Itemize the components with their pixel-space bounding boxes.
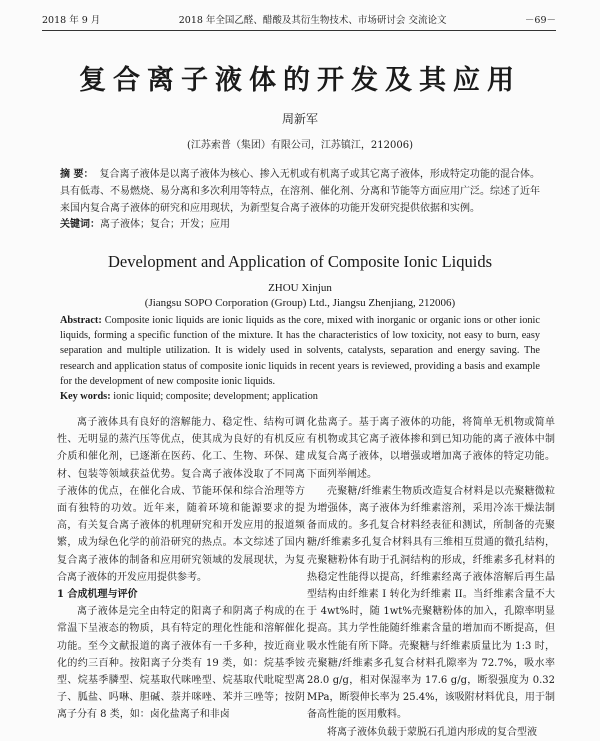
paper-title-en: Development and Application of Composite Ionic Liquids	[107, 252, 493, 271]
body-column-left	[57, 414, 305, 724]
keywords-cn	[60, 218, 540, 232]
keywords-cn-label: 关键词：	[60, 219, 100, 230]
affiliation-en: (Jiangsu SOPO Corporation (Group) Ltd., Jiangsu Zhenjiang, 212006)	[144, 297, 456, 309]
header-page-number: －69－	[524, 15, 556, 26]
continued-paragraph: 化盐离子。基于离子液体的功能，将简单无机物或简单有机物或其它离子液体掺和到已知功能的离子液体中制成复合离子液体，以增强或增加离子液体的特定功能。下面列举阐述。	[307, 417, 555, 480]
paper-title-cn: 复合离子液体的开发及其应用	[79, 65, 521, 96]
author-en: ZHOU Xinjun	[268, 282, 332, 294]
abstract-cn	[60, 166, 540, 217]
abstract-cn-text: 复合离子液体是以离子液体为核心、掺入无机或有机离子或其它离子液体，形成特定功能的混合体。具有低毒、不易燃烧、易分离和多次利用等特点，在溶剂、催化剂、分离和节能等方面应用广泛。综述了近年来国内复合离子液体的研究和应用现状，为新型复合离子液体的功能开发研究提供依据和实例。	[60, 169, 541, 214]
section-heading-1: 1 合成机理与评价	[57, 589, 138, 601]
keywords-en	[60, 391, 540, 402]
intro-paragraph: 离子液体具有良好的溶解能力、稳定性、结构可调性、无明显的蒸汽压等优点，使其成为良好的有机反应介质和催化剂，已逐渐在医药、化工、生物、环保、建材、包装等领域获益优势。复合离子液体没取了不同离子液体的优点，在催化合成、节能环保和综合治理等方面有独特的功效。近年来，随着环境和能源要求的提高，有关复合离子液体的机理研究和开发应用的报道频繁，成为绿色化学的前沿研究的热点。本文综述了国内复合离子液体的制备和应用研究领域的发展现状，为复合离子液体的开发应用提供参考。	[57, 417, 305, 583]
keywords-cn-text: 离子液体；复合；开发；应用	[100, 219, 230, 230]
abstract-en	[60, 313, 540, 389]
running-header	[42, 14, 556, 31]
abstract-cn-label: 摘 要：	[60, 169, 94, 180]
header-conference: 2018 年全国乙醛、醋酸及其衍生物技术、市场研讨会 交流论文	[178, 15, 447, 26]
body-column-right	[307, 414, 555, 741]
chitosan-paragraph: 壳聚糖/纤维素生物质改造复合材料是以壳聚糖微粒为增强体，离子液体为纤维素溶剂，采用冷冻干燥法制备而成的。多孔复合材料经表征和测试，所制备的壳聚糖/纤维素多孔复合材料具有三维相互贯通的微孔结构，壳聚糖粉体有助于孔洞结构的形成，纤维素多孔材料的热稳定性能得以提高，纤维素经离子液体溶解后再生晶型结构由纤维素 I 转化为纤维素 II。当纤维素含量不大于 4wt%时，随 1wt%壳聚糖粉体的加入，孔隙率明显提高。其力学性能随纤维素含量的增加而不断提高，但吸水性能有所下降。壳聚糖与纤维素质量比为 1:3 时，壳聚糖/纤维素多孔复合材料孔隙率为 72.7%，吸水率 28.0 g/g，相对保湿率为 17.6 g/g，断裂强度为 0.32 MPa，断裂伸长率为 25.4%，该吸附材料优良，用于制备高性能的医用敷料。	[307, 485, 555, 721]
keywords-en-text: ionic liquid; composite; development; application	[113, 391, 318, 402]
abstract-en-label: Abstract:	[60, 315, 102, 326]
abstract-en-text: Composite ionic liquids are ionic liquids as the core, mixed with inorganic or organic ions or other ionic liquids, forming a specific function of the mixture. It has the characteristics of low toxicity, not easy to burn, easy separation and multiple utilization. It is widely used in solvents, catalysts, separation and energy saving. The research and application status of composite ionic liquids in recent years is reviewed, providing a basis and example for the development of new composite ionic liquids.	[60, 315, 540, 387]
affiliation-cn: (江苏索普（集团）有限公司，江苏镇江，212006)	[187, 140, 413, 151]
header-date: 2018 年 9 月	[42, 15, 101, 26]
keywords-en-label: Key words:	[60, 391, 111, 402]
section-1-paragraph: 离子液体是完全由特定的阳离子和阴离子构成的在常温下呈液态的物质，具有特定的理化性能和溶解催化功能。至今文献报道的离子液体有一千多种，按近商业化的约三百种。按阳离子分类有 19 类，如：烷基季铵型、烷基季膦型、烷基取代咪唑型、烷基取代吡啶型离子、胍盐、吗啉、胆碱、萘并咪唑、苯并三唑等；按阴离子分有 8 类，如：卤化盐离子和非卤	[57, 606, 305, 721]
author-cn: 周新军	[281, 112, 318, 126]
montmorillonite-paragraph: 将离子液体负载于蒙脱石孔道内形成的复合型液	[327, 726, 537, 738]
